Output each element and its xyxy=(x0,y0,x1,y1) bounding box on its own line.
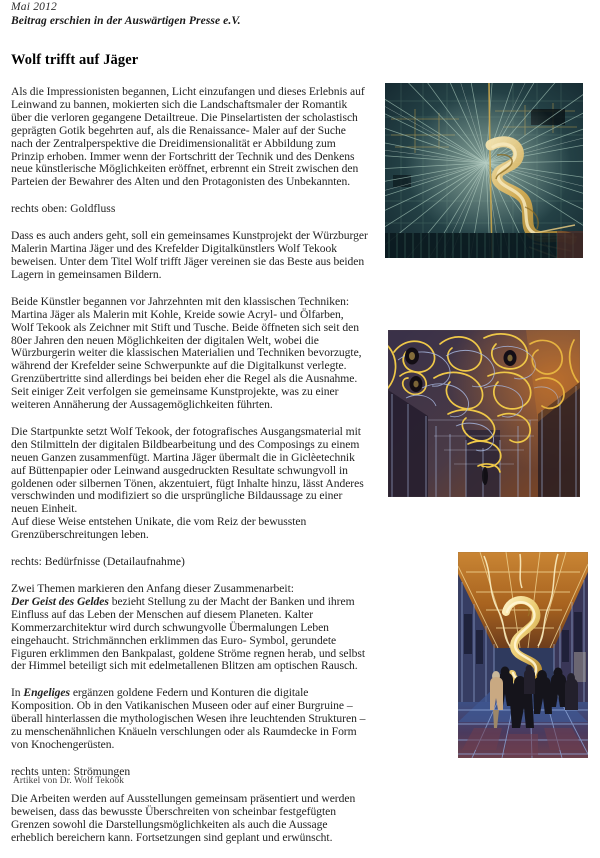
document-header xyxy=(11,1,371,28)
article-text-column xyxy=(11,52,368,858)
figure-goldfluss-artwork xyxy=(385,83,583,258)
figure-stroemungen-artwork xyxy=(458,552,588,758)
article-paragraph-8-text: ergänzen goldene Federn und Konturen die digitale Komposition. Ob in den Vatikanischen Museen oder auf einer Burgruine – überall hinterlassen die mythologischen Wesen ihre leuchtenden Strukturen – zu menschenähnlichen Knäueln verschlungen oder als Raumdecke in Form von Knochengerüsten. xyxy=(11,686,366,751)
publication-source: Beitrag erschien in der Auswärtigen Presse e.V. xyxy=(11,15,241,27)
stroemungen-far-window xyxy=(574,652,586,682)
figure-caption-beduerfnisse: rechts: Bedürfnisse (Detailaufnahme) xyxy=(11,555,185,569)
article-paragraph-9: Die Arbeiten werden auf Ausstellungen gemeinsam präsentiert und werden beweisen, dass das bewusste Überschreiten von scheinbar festgefügten Grenzen sowohl die Darstellungsmöglichkeiten als auch die Aussage erheblich bereichern kann. Fortsetzungen sind geplant und erwünscht. xyxy=(11,791,356,844)
article-paragraph-2: Dass es auch anders geht, soll ein gemeinsames Kunstprojekt der Würzburger Malerin Martina Jäger und des Krefelder Digitalkünstlers Wolf Tekook beweisen. Unter dem Titel Wolf trifft Jäger vereinen sie das Beste aus beiden Lagern in gemeinsamen Bildern. xyxy=(11,229,368,281)
figure-caption-stroemungen: rechts unten: Strömungen xyxy=(11,764,131,778)
article-paragraph-8-prefix: In xyxy=(11,686,24,700)
beduerfnisse-distant-figure xyxy=(482,467,488,485)
figure-beduerfnisse-artwork xyxy=(388,330,580,497)
publication-date: Mai 2012 xyxy=(11,1,57,13)
figure-stroemungen xyxy=(458,552,588,758)
article-paragraph-7 xyxy=(11,596,368,673)
article-paragraph-8 xyxy=(11,687,368,752)
article-paragraph-4: Die Startpunkte setzt Wolf Tekook, der fotografisches Ausgangsmaterial mit den Stilmitteln der digitalen Bildbearbeitung und des Composings zu einem neuen Ganzen zusammenfügt. Martina Jäger übermalt die in Giclèetechnik auf Büttenpapier oder Leinwand ausgedruckten Resultate schwungvoll in goldenen oder silbernen Tönen, akzentuiert, fügt Inhalte hinzu, lässt Anderes verschwinden und modifiziert so die ursprüngliche Bildaussage zu einer neuen Einheit. xyxy=(11,424,364,516)
artwork-title-engeliges: Engeliges xyxy=(23,686,70,700)
figure-caption-goldfluss: rechts oben: Goldfluss xyxy=(11,202,116,216)
page-title: Wolf trifft auf Jäger xyxy=(11,52,139,68)
article-paragraph-7-text: bezieht Stellung zu der Macht der Banken und ihrem Einfluss auf das Leben der Menschen auf diesem Planeten. Kalter Kommerzarchitektur wird durch schwungvolle Übermalungen Leben eingehaucht. Strichmännchen erklimmen das Euro- Symbol, gerundete Figuren erklimmen den Bankpalast, goldene Ströme regnen herab, und selbst der Himmel beteiligt sich mit edelmetallenen Blitzen am optischen Rausch. xyxy=(11,594,366,673)
figure-goldfluss xyxy=(385,83,583,258)
article-paragraph-6: Zwei Themen markieren den Anfang dieser Zusammenarbeit: xyxy=(11,582,294,595)
artwork-title-geist-des-geldes: Der Geist des Geldes xyxy=(11,594,109,608)
article-paragraph-3: Beide Künstler begannen vor Jahrzehnten mit den klassischen Techniken: Martina Jäger als Malerin mit Kohle, Kreide sowie Acryl- und Ölfarben, Wolf Tekook als Zeichner mit Stift und Tusche. Beide öffneten sich seit den 80er Jahren den neuen Möglichkeiten der digitalen Welt, wobei die Würzburgerin weiter die klassischen Materialien und Techniken bevorzugte, während der Krefelder seine Schwerpunkte auf die Digitalkunst verlegte. Grenzübertritte sind allerdings bei beiden eher die Regel als die Ausnahme. Seit einiger Zeit verfolgen sie gemeinsame Kunstprojekte, was zu einer weiteren Annäherung der Aussagemöglichkeiten führten. xyxy=(11,294,362,412)
article-paragraph-1: Als die Impressionisten begannen, Licht einzufangen und dieses Erlebnis auf Leinwand zu bannen, mokierten sich die Landschaftsmaler der Romantik über die verloren gegangene Detailtreue. Die Pinselartisten der scholastisch geprägten Gotik begehrten auf, als die Renaissance- Maler auf der Suche nach der Zentralperspektive die Dreidimensionalität er Abbildung zum Prinzip erhoben. Immer wenn der Fortschritt der Technik und des Denkens neue künstlerische Möglichkeiten eröffnet, erbrennt ein Streit zwischen den Parteien der Bewahrer des Alten und den Protagonisten des Unbekannten. xyxy=(11,85,365,189)
article-paragraph-5: Auf diese Weise entstehen Unikate, die vom Reiz der bewussten Grenzüberschreitungen leben. xyxy=(11,515,307,542)
article-credit: Artikel von Dr. Wolf Tekook xyxy=(13,776,125,786)
figure-beduerfnisse xyxy=(388,330,580,497)
